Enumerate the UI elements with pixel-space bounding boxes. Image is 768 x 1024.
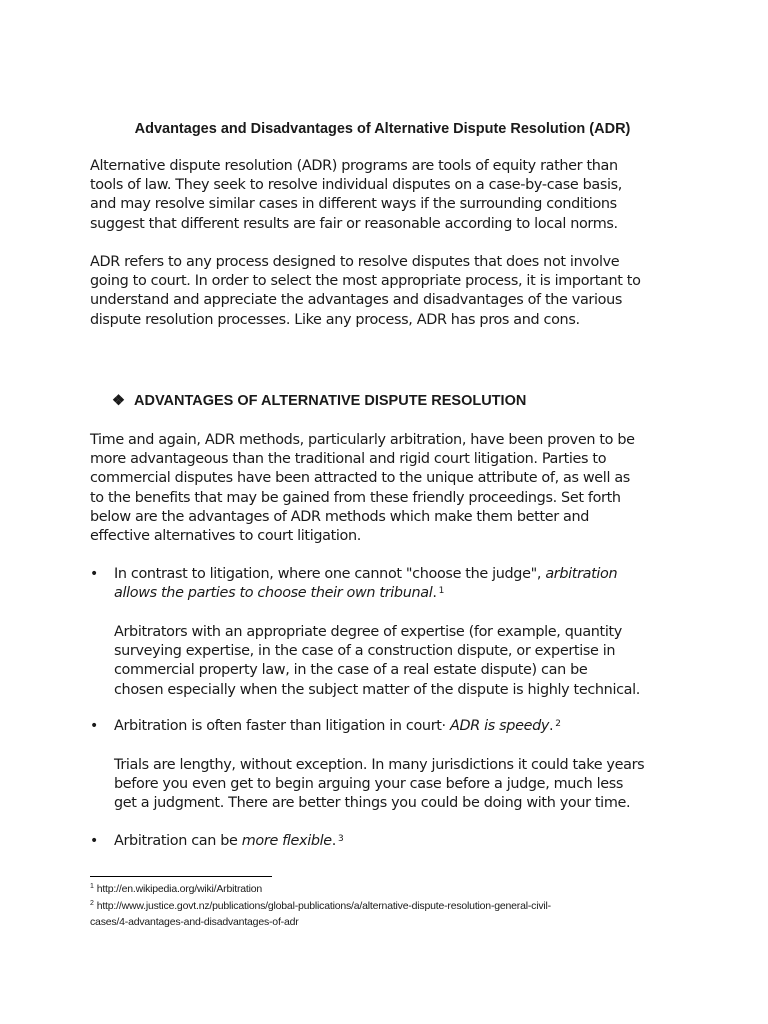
text-line: chosen especially when the subject matter of the dispute is highly technical. xyxy=(114,681,640,698)
text-line: tools of law. They seek to resolve individual disputes on a case-by-case basis, xyxy=(90,177,623,194)
section-heading-text: ADVANTAGES OF ALTERNATIVE DISPUTE RESOLUTION xyxy=(134,393,527,409)
adr-definition-paragraph xyxy=(90,253,675,330)
bullet-text-plain: In contrast to litigation, where one cannot "choose the judge", xyxy=(114,566,546,582)
footnote-ref: 2 xyxy=(555,719,561,729)
document-title: Advantages and Disadvantages of Alternative Dispute Resolution (ADR) xyxy=(134,121,631,137)
text-line: surveying expertise, in the case of a construction dispute, or expertise in xyxy=(114,643,616,660)
bullet-detail-arbitrators xyxy=(114,623,674,700)
bullet-text-tail: . xyxy=(432,585,437,602)
text-line: Time and again, ADR methods, particularly arbitration, have been proven to be xyxy=(90,432,635,448)
text-line: get a judgment. There are better things you could be doing with your time. xyxy=(114,795,631,812)
bullet-text-tail: . xyxy=(549,718,554,734)
bullet-text-emphasis: ADR is speedy xyxy=(450,718,550,734)
section-heading xyxy=(112,393,526,409)
text-line xyxy=(114,584,674,603)
text-line xyxy=(90,898,690,914)
intro-paragraph xyxy=(90,157,675,234)
footnote-number: 2 xyxy=(90,900,94,907)
text-line: commercial property law, in the case of a real estate dispute) can be xyxy=(114,662,588,679)
bullet-detail-trials xyxy=(114,756,674,814)
footnote-link-continued[interactable]: cases/4-advantages-and-disadvantages-of-adr xyxy=(90,916,299,928)
bullet-text xyxy=(114,832,674,851)
text-line: below are the advantages of ADR methods which make them better and xyxy=(90,508,590,525)
text-line: understand and appreciate the advantages and disadvantages of the various xyxy=(90,292,623,309)
bullet-text-emphasis: arbitration xyxy=(545,566,618,582)
text-line: and may resolve similar cases in different ways if the surrounding conditions xyxy=(90,196,617,213)
text-line xyxy=(114,832,674,851)
footnote-link[interactable]: http://en.wikipedia.org/wiki/Arbitration xyxy=(96,883,263,895)
footnote-ref: 1 xyxy=(438,586,444,597)
footnote-link[interactable]: http://www.justice.govt.nz/publications/global-publications/a/alternative-dispute-resolution-general-civil- xyxy=(96,900,551,912)
footnote-separator xyxy=(90,876,272,877)
bullet-icon: • xyxy=(90,718,98,734)
text-line: suggest that different results are fair or reasonable according to local norms. xyxy=(90,215,618,232)
text-line: to the benefits that may be gained from these friendly proceedings. Set forth xyxy=(90,489,621,506)
bullet-icon: • xyxy=(90,833,98,849)
text-line: Trials are lengthy, without exception. In many jurisdictions it could take years xyxy=(114,757,645,773)
text-line xyxy=(114,565,674,584)
bullet-text-emphasis: allows the parties to choose their own tribunal xyxy=(114,585,433,602)
bullet-text-emphasis: more flexible xyxy=(241,833,332,849)
text-line: commercial disputes have been attracted to the unique attribute of, as well as xyxy=(90,470,630,487)
footnote-1 xyxy=(90,881,690,897)
bullet-text-tail: . xyxy=(331,833,337,849)
text-line: more advantageous than the traditional and rigid court litigation. Parties to xyxy=(90,451,607,468)
footnote-number: 1 xyxy=(90,883,94,890)
text-line xyxy=(90,881,690,897)
text-line xyxy=(114,717,674,736)
text-line: dispute resolution processes. Like any process, ADR has pros and cons. xyxy=(90,311,580,328)
bullet-text-plain: Arbitration can be xyxy=(114,833,242,849)
footnote-2 xyxy=(90,898,690,930)
bullet-icon: • xyxy=(90,566,98,582)
text-line: Arbitrators with an appropriate degree of expertise (for example, quantity xyxy=(114,624,622,640)
bullet-text-plain: Arbitration is often faster than litigation in court· xyxy=(114,718,451,734)
text-line: going to court. In order to select the most appropriate process, it is important to xyxy=(90,273,641,290)
bullet-text xyxy=(114,717,674,736)
diamond-bullet-icon: ❖ xyxy=(112,393,125,409)
bullet-text xyxy=(114,565,674,603)
text-line: Alternative dispute resolution (ADR) programs are tools of equity rather than xyxy=(90,158,618,174)
text-line: ADR refers to any process designed to resolve disputes that does not involve xyxy=(90,254,620,270)
footnote-ref: 3 xyxy=(338,834,344,844)
section-intro-paragraph xyxy=(90,431,675,546)
text-line: before you even get to begin arguing your case before a judge, much less xyxy=(114,776,624,793)
text-line: effective alternatives to court litigation. xyxy=(90,528,362,545)
